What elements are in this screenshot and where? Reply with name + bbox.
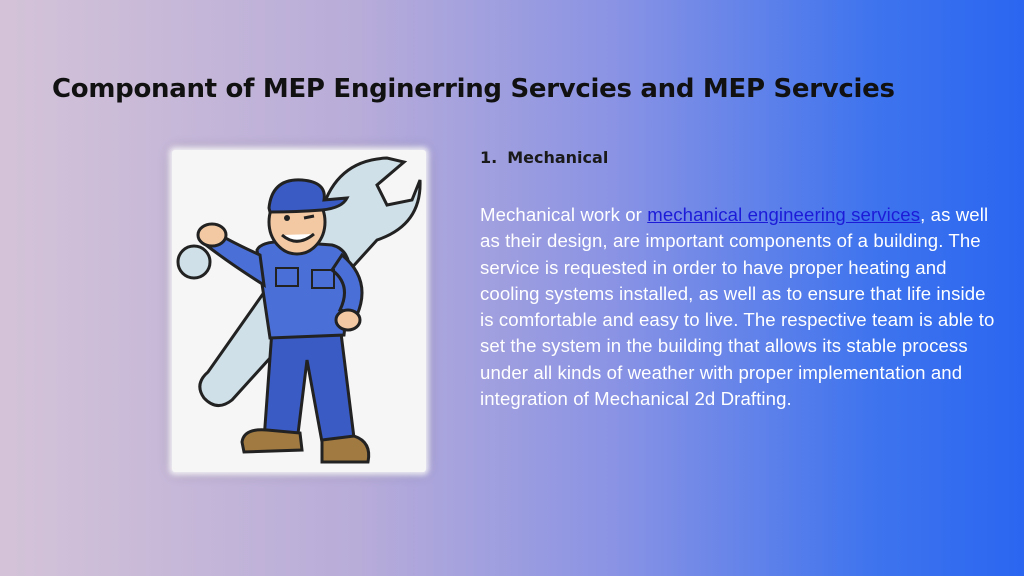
mechanical-engineering-services-link[interactable]: mechanical engineering services [647, 204, 921, 225]
section-paragraph [480, 202, 995, 412]
section-number: 1. [480, 148, 498, 167]
section-heading-label: Mechanical [507, 148, 609, 167]
slide-title: Componant of MEP Enginerring Servcies and MEP Servcies [52, 74, 895, 104]
mechanic-with-wrench-icon [172, 150, 426, 472]
mechanic-illustration [172, 150, 426, 472]
paragraph-intro: Mechanical work or [480, 204, 648, 225]
paragraph-rest: , as well as their design, are important components of a building. The service is requested in order to have proper heating and cooling systems installed, as well as to ensure that life inside is comfortable and easy to live. The respective team is able to set the system in the building that allows its stable process under all kinds of weather with proper implementation and integration of Mechanical 2d Drafting. [480, 204, 995, 410]
section-heading [480, 148, 608, 167]
